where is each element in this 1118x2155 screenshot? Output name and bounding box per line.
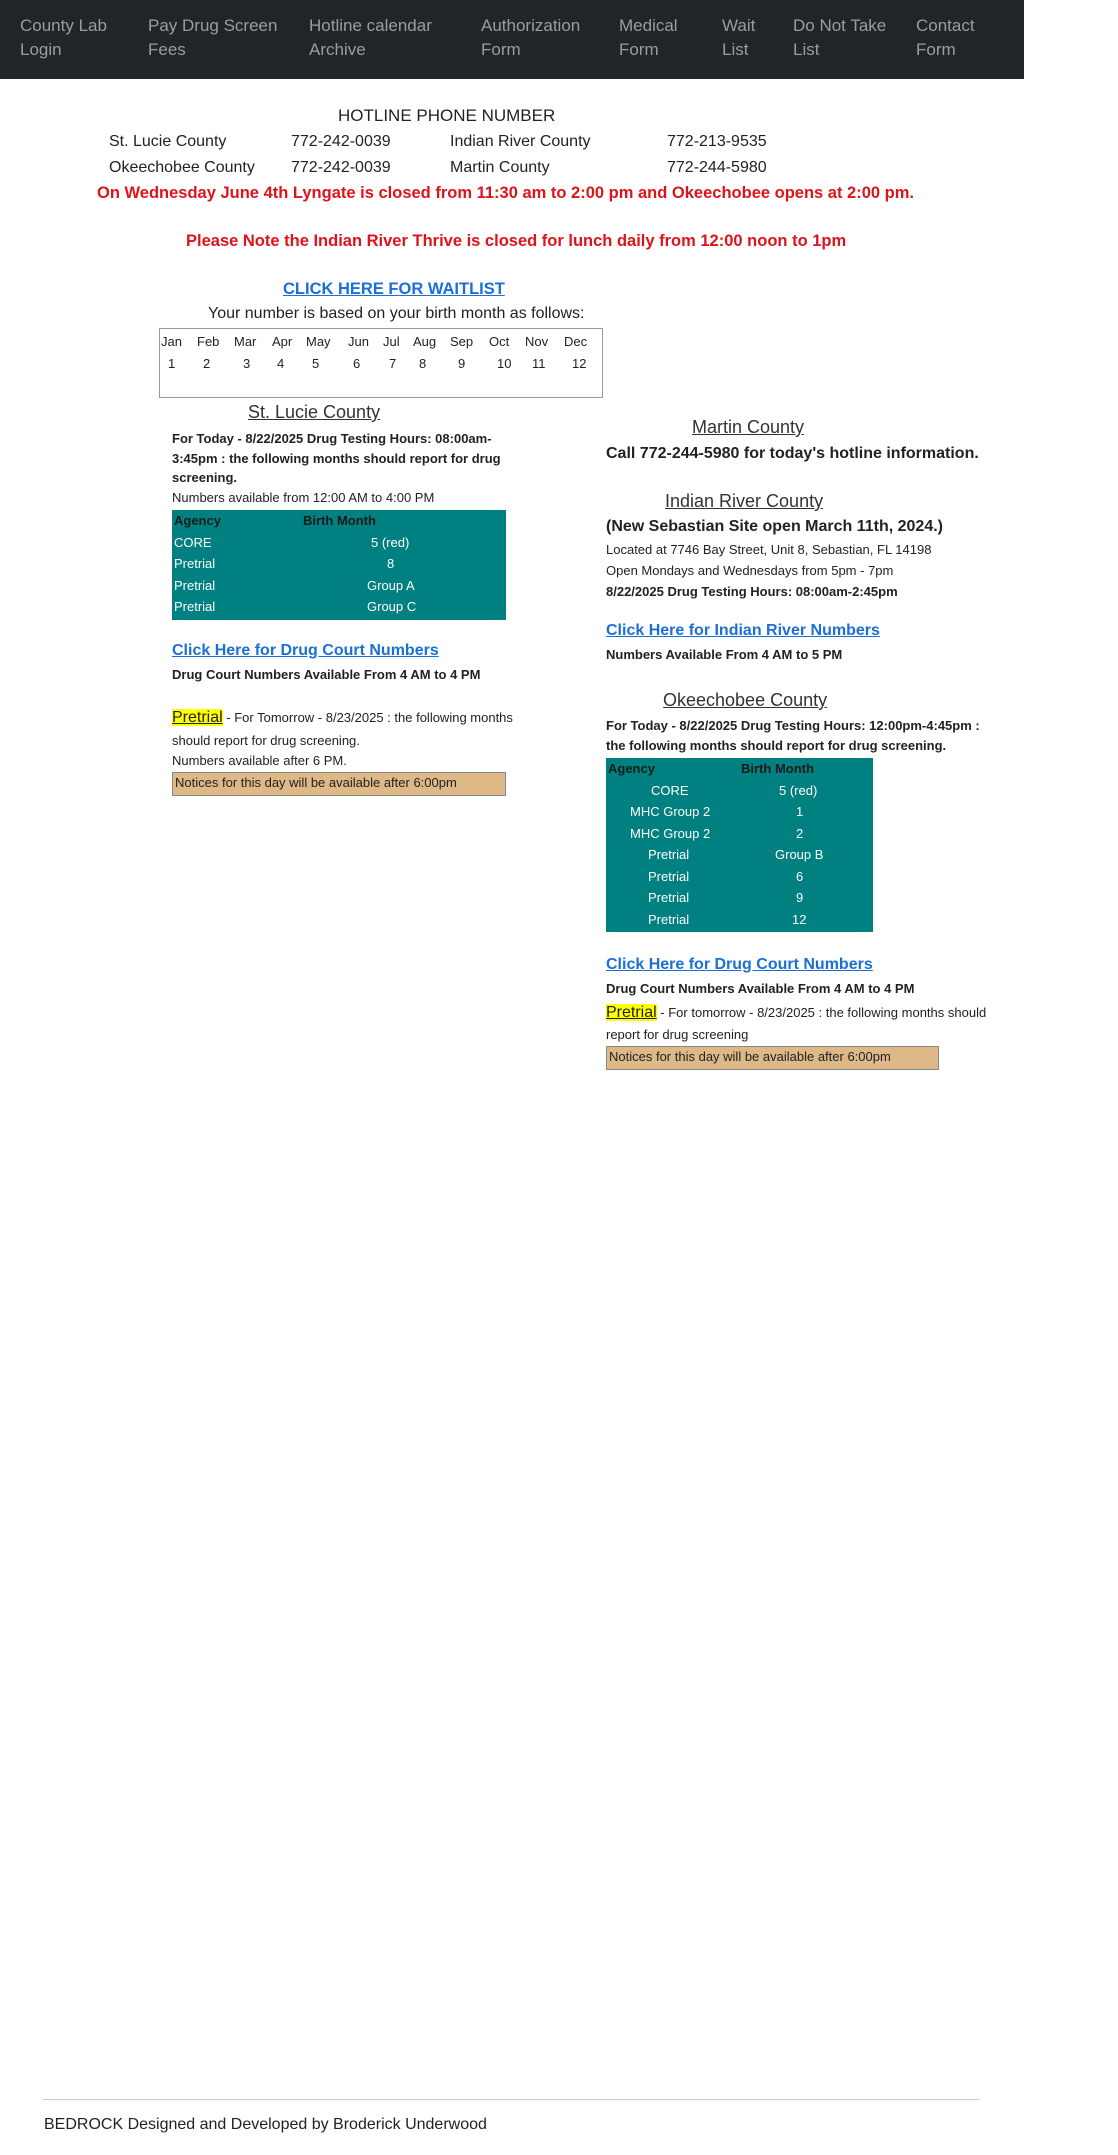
month-label: Sep bbox=[450, 334, 474, 349]
hotline-phone: 772-213-9535 bbox=[667, 133, 767, 150]
month-cell: 12 bbox=[792, 911, 807, 927]
month-cell: Group A bbox=[367, 577, 415, 593]
month-number: 12 bbox=[572, 356, 587, 371]
month-number: 4 bbox=[277, 356, 285, 371]
hotline-phone: 772-244-5980 bbox=[667, 159, 767, 176]
nav-pay-drug-screen-fees[interactable]: Pay Drug Screen Fees bbox=[148, 16, 278, 59]
indian-river-location: Located at 7746 Bay Street, Unit 8, Sebastian, FL 14198 bbox=[606, 542, 932, 557]
birth-month-description: Your number is based on your birth month as follows: bbox=[208, 305, 585, 322]
month-number: 2 bbox=[203, 356, 211, 371]
lunch-notice: Please Note the Indian River Thrive is closed for lunch daily from 12:00 noon to 1pm bbox=[186, 232, 847, 250]
tomorrow-line2: report for drug screening bbox=[606, 1027, 749, 1042]
indian-river-open-days: Open Mondays and Wednesdays from 5pm - 7pm bbox=[606, 563, 894, 578]
agency-cell: Pretrial bbox=[648, 911, 690, 927]
month-number: 11 bbox=[532, 356, 546, 371]
month-cell: 5 (red) bbox=[371, 534, 410, 550]
agency-header: Agency bbox=[608, 761, 655, 776]
table-row bbox=[606, 866, 873, 888]
okeechobee-today-line2: the following months should report for drug screening. bbox=[606, 738, 947, 753]
agency-cell: MHC Group 2 bbox=[630, 825, 711, 841]
month-number: 9 bbox=[458, 356, 466, 371]
month-number: 3 bbox=[243, 356, 251, 371]
hotline-phone: 772-242-0039 bbox=[291, 133, 391, 150]
top-navbar bbox=[0, 0, 1024, 79]
nav-county-lab-login[interactable]: County Lab Login bbox=[20, 16, 107, 59]
indian-river-availability: Numbers Available From 4 AM to 5 PM bbox=[606, 647, 843, 662]
month-label: Aug bbox=[413, 334, 437, 349]
indian-river-hours: 8/22/2025 Drug Testing Hours: 08:00am-2:45pm bbox=[606, 584, 898, 599]
st-lucie-today-line2: 3:45pm : the following months should report for drug bbox=[172, 451, 501, 466]
hotline-county: St. Lucie County bbox=[109, 133, 227, 150]
month-number: 1 bbox=[168, 356, 176, 371]
month-label: Jun bbox=[348, 334, 369, 349]
agency-cell: Pretrial bbox=[174, 599, 216, 614]
birth-month-header: Birth Month bbox=[741, 761, 814, 776]
table-header bbox=[606, 758, 873, 780]
birth-month-table bbox=[159, 328, 603, 398]
month-number: 6 bbox=[353, 356, 361, 371]
month-number: 8 bbox=[419, 356, 427, 371]
nav-authorization-form[interactable]: Authorization Form bbox=[481, 16, 581, 59]
birth-month-header: Birth Month bbox=[303, 513, 376, 528]
month-cell: 1 bbox=[796, 804, 804, 819]
indian-river-numbers-link[interactable]: Click Here for Indian River Numbers bbox=[606, 622, 880, 639]
month-number: 10 bbox=[497, 356, 512, 371]
indian-river-heading: Indian River County bbox=[665, 491, 824, 511]
pretrial-highlight: Pretrial bbox=[606, 1004, 657, 1021]
month-cell: 5 (red) bbox=[779, 782, 818, 798]
waitlist-link[interactable]: CLICK HERE FOR WAITLIST bbox=[283, 280, 505, 298]
agency-cell: Pretrial bbox=[174, 556, 216, 571]
nav-medical-form[interactable]: Medical Form bbox=[619, 16, 678, 59]
agency-cell: Pretrial bbox=[648, 847, 690, 862]
hotline-county: Martin County bbox=[450, 159, 550, 176]
okeechobee-notice-box: Notices for this day will be available after 6:00pm bbox=[606, 1046, 939, 1070]
agency-cell: CORE bbox=[651, 782, 689, 798]
month-cell: 2 bbox=[796, 825, 804, 841]
month-label: Jul bbox=[383, 334, 400, 349]
nav-contact-form[interactable]: Contact Form bbox=[916, 16, 975, 59]
tomorrow-line1: - For tomorrow - 8/23/2025 : the following months should bbox=[656, 1005, 987, 1020]
table-row bbox=[172, 575, 506, 597]
footer-divider bbox=[43, 2099, 980, 2100]
month-label: Nov bbox=[525, 334, 549, 349]
nav-do-not-take-list[interactable]: Do Not Take List bbox=[793, 16, 887, 59]
table-row bbox=[172, 553, 506, 575]
st-lucie-today-line1: For Today - 8/22/2025 Drug Testing Hours: 08:00am- bbox=[172, 431, 492, 446]
hotline-title: HOTLINE PHONE NUMBER bbox=[338, 106, 556, 125]
closure-notice: On Wednesday June 4th Lyngate is closed from 11:30 am to 2:00 pm and Okeechobee opens at 2:00 pm. bbox=[97, 184, 914, 202]
st-lucie-tomorrow bbox=[172, 708, 513, 727]
table-row bbox=[606, 801, 873, 823]
tomorrow-line2: should report for drug screening. bbox=[172, 733, 360, 748]
month-cell: Group C bbox=[367, 599, 417, 614]
table-row bbox=[606, 887, 873, 909]
agency-cell: Pretrial bbox=[648, 868, 690, 884]
month-label: Jan bbox=[161, 334, 182, 349]
table-row bbox=[606, 844, 873, 866]
okeechobee-today-line1: For Today - 8/22/2025 Drug Testing Hours: 12:00pm-4:45pm : bbox=[606, 718, 980, 733]
martin-heading: Martin County bbox=[692, 417, 805, 437]
st-lucie-heading: St. Lucie County bbox=[248, 402, 381, 422]
month-cell: 9 bbox=[796, 890, 804, 905]
table-row bbox=[172, 596, 506, 618]
month-label: Oct bbox=[489, 334, 510, 349]
table-row bbox=[172, 532, 506, 554]
okeechobee-drug-court-availability: Drug Court Numbers Available From 4 AM to 4 PM bbox=[606, 981, 915, 996]
table-row bbox=[606, 780, 873, 802]
st-lucie-numbers-after: Numbers available after 6 PM. bbox=[172, 753, 347, 768]
st-lucie-drug-court-availability: Drug Court Numbers Available From 4 AM to 4 PM bbox=[172, 667, 481, 682]
st-lucie-today-line3: screening. bbox=[172, 470, 238, 485]
month-number: 7 bbox=[389, 356, 397, 371]
hotline-county: Indian River County bbox=[450, 133, 591, 150]
month-label: Feb bbox=[197, 334, 220, 349]
month-cell: 8 bbox=[387, 556, 395, 571]
st-lucie-availability: Numbers available from 12:00 AM to 4:00 PM bbox=[172, 490, 435, 505]
agency-cell: CORE bbox=[174, 534, 212, 550]
st-lucie-notice-box: Notices for this day will be available after 6:00pm bbox=[172, 772, 506, 796]
hotline-phone: 772-242-0039 bbox=[291, 159, 391, 176]
hotline-county: Okeechobee County bbox=[109, 159, 255, 176]
nav-hotline-calendar-archive[interactable]: Hotline calendar Archive bbox=[309, 16, 432, 59]
month-cell: Group B bbox=[775, 847, 824, 862]
indian-river-new-site: (New Sebastian Site open March 11th, 2024.) bbox=[606, 518, 943, 535]
st-lucie-table bbox=[172, 510, 506, 620]
martin-call-info: Call 772-244-5980 for today's hotline information. bbox=[606, 445, 979, 462]
okeechobee-table bbox=[606, 758, 873, 932]
table-header bbox=[172, 510, 506, 532]
table-row bbox=[606, 909, 873, 931]
month-number: 5 bbox=[312, 356, 320, 371]
month-label: Dec bbox=[564, 334, 588, 349]
okeechobee-tomorrow bbox=[606, 1003, 986, 1022]
month-label: May bbox=[306, 334, 331, 349]
tomorrow-line1: - For Tomorrow - 8/23/2025 : the following months bbox=[222, 710, 513, 725]
pretrial-highlight: Pretrial bbox=[172, 709, 223, 726]
agency-cell: Pretrial bbox=[174, 577, 216, 593]
nav-wait-list[interactable]: Wait List bbox=[722, 16, 756, 59]
month-cell: 6 bbox=[796, 868, 804, 884]
month-label: Apr bbox=[272, 334, 293, 349]
okeechobee-drug-court-link[interactable]: Click Here for Drug Court Numbers bbox=[606, 956, 873, 973]
agency-cell: Pretrial bbox=[648, 890, 690, 905]
month-label: Mar bbox=[234, 334, 257, 349]
okeechobee-heading: Okeechobee County bbox=[663, 690, 828, 710]
st-lucie-drug-court-link[interactable]: Click Here for Drug Court Numbers bbox=[172, 642, 439, 659]
agency-header: Agency bbox=[174, 513, 221, 528]
agency-cell: MHC Group 2 bbox=[630, 804, 711, 819]
table-row bbox=[606, 823, 873, 845]
footer-credit: BEDROCK Designed and Developed by Broderick Underwood bbox=[44, 2116, 487, 2133]
